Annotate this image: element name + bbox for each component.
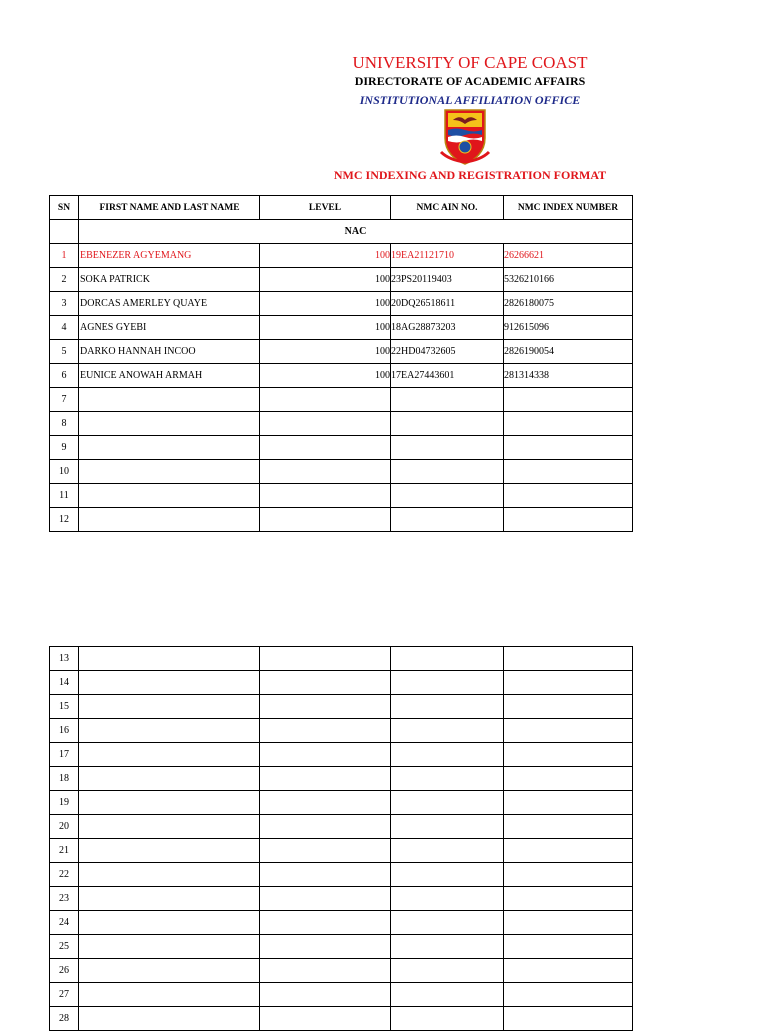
level-cell: 100 — [260, 244, 391, 268]
name-cell — [79, 647, 260, 671]
table-row — [50, 436, 633, 460]
sn-cell: 28 — [50, 1007, 79, 1031]
level-cell — [260, 412, 391, 436]
sn-cell: 20 — [50, 815, 79, 839]
name-cell — [79, 671, 260, 695]
table-row — [50, 268, 633, 292]
sn-cell: 18 — [50, 767, 79, 791]
sn-cell: 8 — [50, 412, 79, 436]
ain-cell — [391, 959, 504, 983]
level-cell — [260, 508, 391, 532]
table-row — [50, 695, 633, 719]
index-cell — [504, 959, 633, 983]
ain-cell — [391, 412, 504, 436]
table-row — [50, 815, 633, 839]
ain-cell — [391, 767, 504, 791]
level-cell — [260, 815, 391, 839]
sn-cell: 1 — [50, 244, 79, 268]
index-cell — [504, 887, 633, 911]
table-row — [50, 911, 633, 935]
university-title: UNIVERSITY OF CAPE COAST — [352, 53, 588, 72]
sn-cell: 16 — [50, 719, 79, 743]
table-header-row — [50, 196, 633, 220]
index-cell — [504, 767, 633, 791]
sn-cell: 11 — [50, 484, 79, 508]
table-row — [50, 671, 633, 695]
table-row — [50, 316, 633, 340]
level-cell — [260, 767, 391, 791]
table-row — [50, 484, 633, 508]
column-header-sn: SN — [50, 196, 79, 220]
sn-cell: 13 — [50, 647, 79, 671]
name-cell — [79, 1007, 260, 1031]
sn-cell: 7 — [50, 388, 79, 412]
name-cell — [79, 935, 260, 959]
level-cell: 100 — [260, 316, 391, 340]
level-cell — [260, 647, 391, 671]
index-cell — [504, 839, 633, 863]
index-cell — [504, 388, 633, 412]
name-cell: AGNES GYEBI — [79, 316, 260, 340]
ain-cell — [391, 460, 504, 484]
level-cell: 100 — [260, 340, 391, 364]
format-title: NMC INDEXING AND REGISTRATION FORMAT — [333, 168, 607, 182]
ain-cell: 20DQ26518611 — [391, 292, 504, 316]
column-header-index: NMC INDEX NUMBER — [504, 196, 633, 220]
level-cell — [260, 388, 391, 412]
ain-cell — [391, 935, 504, 959]
sn-cell: 23 — [50, 887, 79, 911]
table-row — [50, 839, 633, 863]
ain-cell: 18AG28873203 — [391, 316, 504, 340]
ain-cell — [391, 647, 504, 671]
ain-cell — [391, 671, 504, 695]
university-crest-icon — [439, 108, 491, 166]
index-cell — [504, 791, 633, 815]
table-row — [50, 460, 633, 484]
name-cell — [79, 743, 260, 767]
sn-cell: 10 — [50, 460, 79, 484]
level-cell — [260, 695, 391, 719]
sn-cell: 9 — [50, 436, 79, 460]
sn-cell: 24 — [50, 911, 79, 935]
group-row — [50, 220, 633, 244]
sn-cell: 15 — [50, 695, 79, 719]
name-cell — [79, 791, 260, 815]
index-cell — [504, 508, 633, 532]
level-cell — [260, 983, 391, 1007]
sn-cell: 26 — [50, 959, 79, 983]
registration-table-continued — [49, 646, 633, 1031]
level-cell — [260, 436, 391, 460]
group-label: NAC — [79, 220, 633, 244]
table-row — [50, 863, 633, 887]
name-cell: DORCAS AMERLEY QUAYE — [79, 292, 260, 316]
ain-cell — [391, 743, 504, 767]
sn-cell: 3 — [50, 292, 79, 316]
level-cell — [260, 863, 391, 887]
column-header-ain: NMC AIN NO. — [391, 196, 504, 220]
table-row — [50, 767, 633, 791]
level-cell — [260, 935, 391, 959]
level-cell — [260, 911, 391, 935]
sn-cell: 17 — [50, 743, 79, 767]
index-cell — [504, 460, 633, 484]
sn-cell: 6 — [50, 364, 79, 388]
level-cell — [260, 671, 391, 695]
table-row — [50, 412, 633, 436]
level-cell — [260, 839, 391, 863]
table-row — [50, 719, 633, 743]
name-cell — [79, 460, 260, 484]
table-row — [50, 959, 633, 983]
ain-cell — [391, 719, 504, 743]
index-cell: 2826180075 — [504, 292, 633, 316]
level-cell — [260, 959, 391, 983]
level-cell — [260, 887, 391, 911]
index-cell — [504, 436, 633, 460]
name-cell — [79, 815, 260, 839]
name-cell — [79, 436, 260, 460]
index-cell: 281314338 — [504, 364, 633, 388]
name-cell — [79, 508, 260, 532]
table-row — [50, 292, 633, 316]
level-cell: 100 — [260, 268, 391, 292]
table-row — [50, 244, 633, 268]
index-cell — [504, 695, 633, 719]
ain-cell — [391, 695, 504, 719]
name-cell: SOKA PATRICK — [79, 268, 260, 292]
ain-cell — [391, 484, 504, 508]
table-row — [50, 983, 633, 1007]
level-cell — [260, 743, 391, 767]
level-cell — [260, 1007, 391, 1031]
index-cell: 912615096 — [504, 316, 633, 340]
index-cell — [504, 935, 633, 959]
name-cell — [79, 412, 260, 436]
ain-cell: 19EA21121710 — [391, 244, 504, 268]
ain-cell — [391, 388, 504, 412]
name-cell — [79, 388, 260, 412]
index-cell — [504, 412, 633, 436]
table-row — [50, 647, 633, 671]
level-cell — [260, 484, 391, 508]
sn-cell: 12 — [50, 508, 79, 532]
name-cell — [79, 839, 260, 863]
index-cell — [504, 484, 633, 508]
name-cell — [79, 911, 260, 935]
sn-cell: 14 — [50, 671, 79, 695]
name-cell — [79, 959, 260, 983]
level-cell — [260, 460, 391, 484]
sn-cell: 21 — [50, 839, 79, 863]
ain-cell: 22HD04732605 — [391, 340, 504, 364]
column-header-name: FIRST NAME AND LAST NAME — [79, 196, 260, 220]
level-cell: 100 — [260, 364, 391, 388]
name-cell: DARKO HANNAH INCOO — [79, 340, 260, 364]
table-row — [50, 364, 633, 388]
index-cell — [504, 719, 633, 743]
name-cell: EUNICE ANOWAH ARMAH — [79, 364, 260, 388]
directorate-title: DIRECTORATE OF ACADEMIC AFFAIRS — [354, 74, 586, 88]
name-cell — [79, 863, 260, 887]
ain-cell — [391, 863, 504, 887]
sn-cell: 22 — [50, 863, 79, 887]
sn-cell: 25 — [50, 935, 79, 959]
ain-cell — [391, 911, 504, 935]
table-row — [50, 388, 633, 412]
ain-cell — [391, 508, 504, 532]
office-title: INSTITUTIONAL AFFILIATION OFFICE — [359, 93, 581, 107]
name-cell — [79, 887, 260, 911]
index-cell — [504, 647, 633, 671]
index-cell — [504, 671, 633, 695]
ain-cell — [391, 887, 504, 911]
ain-cell: 17EA27443601 — [391, 364, 504, 388]
table-row — [50, 935, 633, 959]
index-cell — [504, 983, 633, 1007]
index-cell — [504, 743, 633, 767]
sn-cell: 2 — [50, 268, 79, 292]
ain-cell — [391, 983, 504, 1007]
ain-cell — [391, 839, 504, 863]
index-cell — [504, 815, 633, 839]
table-row — [50, 791, 633, 815]
ain-cell — [391, 1007, 504, 1031]
index-cell — [504, 1007, 633, 1031]
ain-cell — [391, 436, 504, 460]
column-header-level: LEVEL — [260, 196, 391, 220]
sn-cell: 4 — [50, 316, 79, 340]
ain-cell — [391, 791, 504, 815]
level-cell — [260, 719, 391, 743]
group-empty-cell — [50, 220, 79, 244]
sn-cell: 5 — [50, 340, 79, 364]
level-cell — [260, 791, 391, 815]
index-cell: 2826190054 — [504, 340, 633, 364]
table-row — [50, 340, 633, 364]
table-row — [50, 508, 633, 532]
name-cell — [79, 484, 260, 508]
name-cell — [79, 767, 260, 791]
name-cell — [79, 695, 260, 719]
registration-table — [49, 195, 633, 532]
table-row — [50, 887, 633, 911]
name-cell — [79, 983, 260, 1007]
ain-cell: 23PS20119403 — [391, 268, 504, 292]
name-cell: EBENEZER AGYEMANG — [79, 244, 260, 268]
level-cell: 100 — [260, 292, 391, 316]
sn-cell: 19 — [50, 791, 79, 815]
index-cell — [504, 911, 633, 935]
table-row — [50, 743, 633, 767]
index-cell: 5326210166 — [504, 268, 633, 292]
index-cell — [504, 863, 633, 887]
name-cell — [79, 719, 260, 743]
index-cell: 26266621 — [504, 244, 633, 268]
sn-cell: 27 — [50, 983, 79, 1007]
table-row — [50, 1007, 633, 1031]
ain-cell — [391, 815, 504, 839]
